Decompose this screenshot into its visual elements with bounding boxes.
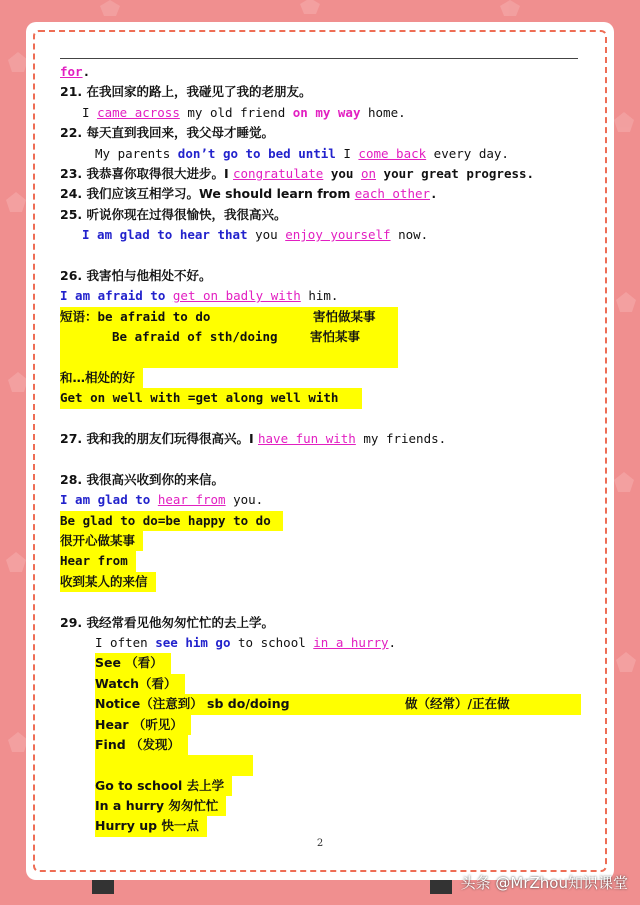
- item-29-phrase-5: Find （发现）: [60, 735, 590, 755]
- paper-leg-right: [430, 880, 452, 894]
- document-body: [60, 62, 590, 837]
- item-29-cn: 29. 我经常看见他匆匆忙忙的去上学。: [60, 614, 274, 630]
- item-29-phrase-1: See （看）: [60, 653, 590, 673]
- item-29-phrase-6: Go to school 去上学: [60, 776, 590, 796]
- item-29-phrase-4: Hear （听见）: [60, 715, 590, 735]
- item-29-phrase-7: In a hurry 匆匆忙忙: [60, 796, 590, 816]
- page-number: 2: [316, 838, 324, 849]
- item-28-phrase-2: 很开心做某事: [60, 531, 590, 551]
- item-26-en: I am afraid to get on badly with him.: [60, 288, 339, 304]
- item-28-phrase-3: Hear from: [60, 551, 590, 571]
- item-26-phrase-2: Be afraid of sth/doing 害怕某事: [60, 327, 590, 347]
- item-26-phrase-1: 短语：be afraid to do 害怕做某事: [60, 307, 590, 327]
- item-22-en: My parents don’t go to bed until I come back every day.: [95, 145, 509, 161]
- item-29-phrase-3: Notice（注意到） sb do/doing 做（经常）/正在做: [60, 694, 590, 714]
- item-29-phrase-8: Hurry up 快一点: [60, 816, 590, 836]
- item-23: 23. 我恭喜你取得很大进步。I congratulate you on your great progress.: [60, 165, 535, 181]
- item-26-phrase-4: Get on well with =get along well with: [60, 388, 590, 408]
- item-26-phrase-3: 和…相处的好: [60, 368, 590, 388]
- item-27: 27. 我和我的朋友们玩得很高兴。I have fun with my friends.: [60, 431, 447, 447]
- item-25-cn: 25. 听说你现在过得很愉快，我很高兴。: [60, 206, 287, 222]
- item-26-cn: 26. 我害怕与他相处不好。: [60, 267, 212, 283]
- item-26-phrase-blank: [60, 347, 590, 367]
- item-24: 24. 我们应该互相学习。We should learn from each other.: [60, 186, 438, 202]
- item-29-en: I often see him go to school in a hurry.: [95, 634, 397, 650]
- item-29-phrase-2: Watch（看）: [60, 674, 590, 694]
- item-22-cn: 22. 每天直到我回来，我父母才睡觉。: [60, 125, 274, 141]
- item-28-en: I am glad to hear from you.: [60, 492, 264, 508]
- item-28-phrase-4: 收到某人的来信: [60, 572, 590, 592]
- item-21-en: I came across my old friend on my way home.: [82, 104, 406, 120]
- item-28-cn: 28. 我很高兴收到你的来信。: [60, 471, 224, 487]
- header-rule: [60, 58, 578, 59]
- item-25-en: I am glad to hear that you enjoy yourself now.: [82, 227, 429, 243]
- watermark: 头条 @MrZhou知识课堂: [460, 874, 628, 892]
- item-28-phrase-1: Be glad to do=be happy to do: [60, 511, 590, 531]
- item-21-cn: 21. 在我回家的路上，我碰见了我的老朋友。: [60, 84, 312, 100]
- line-for: for.: [60, 64, 91, 79]
- paper-leg-left: [92, 880, 114, 894]
- item-29-phrase-blank: [60, 755, 590, 775]
